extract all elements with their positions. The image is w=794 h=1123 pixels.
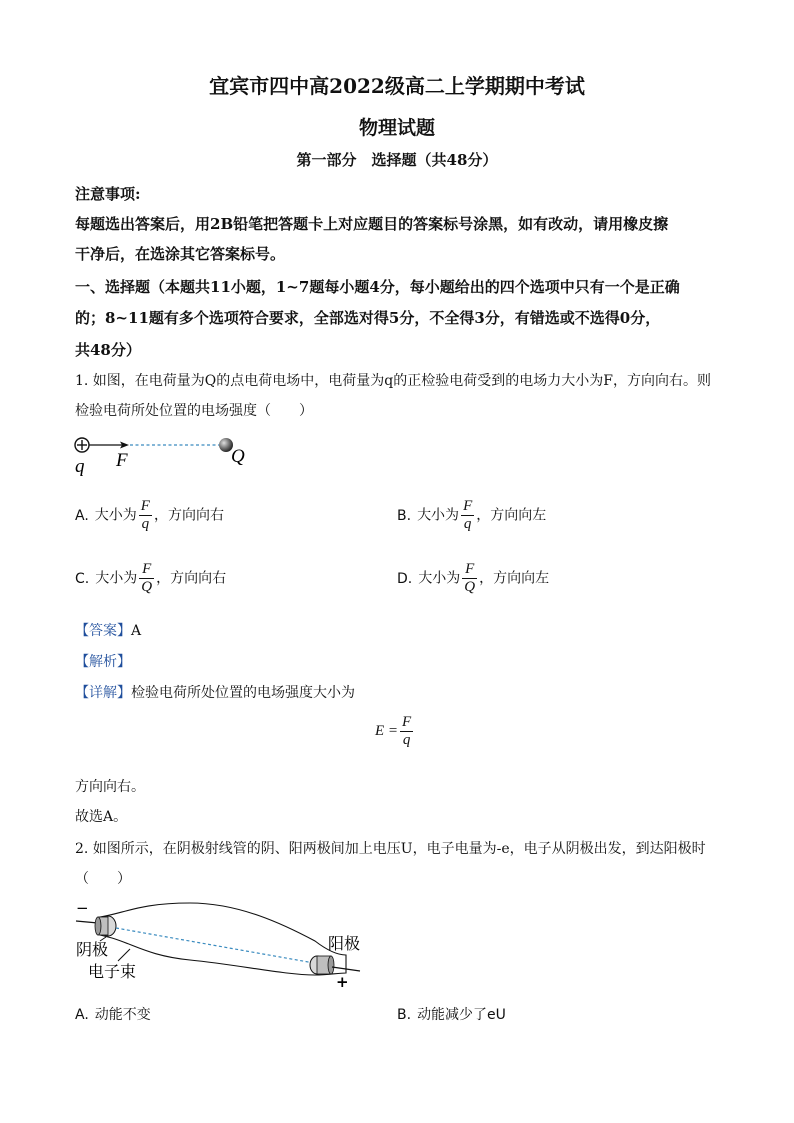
fraction-numerator: F [463, 498, 473, 514]
option-text: 动能减少了eU [417, 1007, 506, 1023]
cathode-lead [76, 921, 98, 923]
q1-option-c [75, 561, 226, 596]
q2-cathode-ray-tube-figure [70, 895, 370, 995]
q1-stem-line-1: 1. 如图，在电荷量为Q的点电荷电场中，电荷量为q的正检验电荷受到的电场力大小为F，方向向右。则 [75, 373, 711, 389]
fraction-denominator: Q [464, 579, 476, 595]
q1-detail [75, 682, 355, 702]
label-beam: 电子束 [88, 962, 137, 981]
q1-option-a [75, 498, 224, 533]
option-post: ，方向向左 [479, 570, 550, 587]
notice-line-1: 每题选出答案后，用2B铅笔把答题卡上对应题目的答案标号涂黑，如有改动，请用橡皮擦 [75, 215, 669, 233]
answer-value: A [131, 623, 142, 639]
option-label: A. [75, 507, 89, 524]
label-q: q [75, 456, 85, 477]
detail-text: 检验电荷所处位置的电场强度大小为 [131, 685, 355, 701]
formula-lhs: E = [375, 723, 399, 739]
tube-glass [100, 903, 346, 975]
part1-line-2: 的；8~11题有多个选项符合要求，全部选对得5分，不全得3分，有错选或不选得0分， [75, 309, 661, 327]
fraction-numerator: F [140, 498, 150, 514]
q1-option-b [397, 498, 546, 533]
section-heading: 第一部分 选择题（共48分） [296, 151, 498, 169]
exam-subtitle: 物理试题 [358, 117, 435, 139]
option-fraction [462, 561, 477, 596]
fraction-denominator: q [402, 732, 411, 748]
exam-title: 宜宾市四中高2022级高二上学期期中考试 [209, 74, 585, 98]
q1-answer [75, 620, 141, 640]
q2-stem-line-2: （ ） [75, 871, 131, 887]
fraction-denominator: Q [141, 579, 153, 595]
formula-fraction [400, 714, 413, 749]
option-pre: 大小为 [94, 507, 137, 524]
fraction-numerator: F [462, 561, 477, 579]
answer-tag: 【答案】 [75, 623, 131, 639]
label-plus: + [336, 973, 349, 991]
label-minus: − [76, 899, 89, 917]
option-label: C. [75, 570, 90, 587]
label-cathode: 阴极 [76, 940, 109, 959]
notice-line-2: 干净后，在选涂其它答案标号。 [75, 245, 286, 263]
option-post: ，方向向右 [153, 507, 224, 524]
option-post: ，方向向右 [156, 570, 227, 587]
q1-analysis-tag: 【解析】 [75, 654, 131, 670]
q1-charge-figure [70, 428, 260, 478]
fraction-numerator: F [402, 714, 412, 730]
option-pre: 大小为 [417, 507, 460, 524]
q1-stem-line-2: 检验电荷所处位置的电场强度（ ） [75, 403, 313, 419]
label-F: F [116, 450, 128, 471]
option-pre: 大小为 [418, 570, 461, 587]
option-text: 动能不变 [94, 1007, 151, 1023]
option-post: ，方向向左 [476, 507, 547, 524]
option-fraction [139, 561, 154, 596]
anode-electrode-icon [310, 956, 334, 974]
q1-formula [375, 714, 415, 749]
label-anode: 阳极 [328, 934, 361, 953]
option-pre: 大小为 [95, 570, 138, 587]
option-label: A. [75, 1007, 89, 1023]
electron-beam [116, 928, 314, 963]
label-Q: Q [231, 446, 245, 467]
option-fraction [139, 498, 152, 533]
q1-direction: 方向向右。 [75, 779, 145, 795]
fraction-denominator: q [141, 516, 150, 532]
notice-heading: 注意事项: [75, 185, 141, 203]
force-arrow-icon [89, 442, 129, 449]
part1-line-3: 共48分） [75, 341, 141, 359]
option-fraction [461, 498, 474, 533]
beam-pointer [118, 949, 130, 961]
cathode-electrode-icon [95, 916, 116, 936]
option-label: D. [397, 570, 413, 587]
q1-conclusion: 故选A。 [75, 809, 128, 825]
part1-line-1: 一、选择题（本题共11小题，1~7题每小题4分，每小题给出的四个选项中只有一个是正确 [75, 278, 680, 296]
q2-option-b [397, 1004, 506, 1024]
option-label: B. [397, 1007, 412, 1023]
q2-option-a [75, 1004, 151, 1024]
q1-option-d [397, 561, 549, 596]
detail-tag: 【详解】 [75, 685, 131, 701]
positive-charge-icon [75, 438, 89, 452]
fraction-numerator: F [139, 561, 154, 579]
fraction-denominator: q [463, 516, 472, 532]
option-label: B. [397, 507, 412, 524]
q2-stem-line-1: 2. 如图所示，在阴极射线管的阴、阳两极间加上电压U，电子电量为-e，电子从阴极出发，到达阳极时 [75, 841, 706, 857]
